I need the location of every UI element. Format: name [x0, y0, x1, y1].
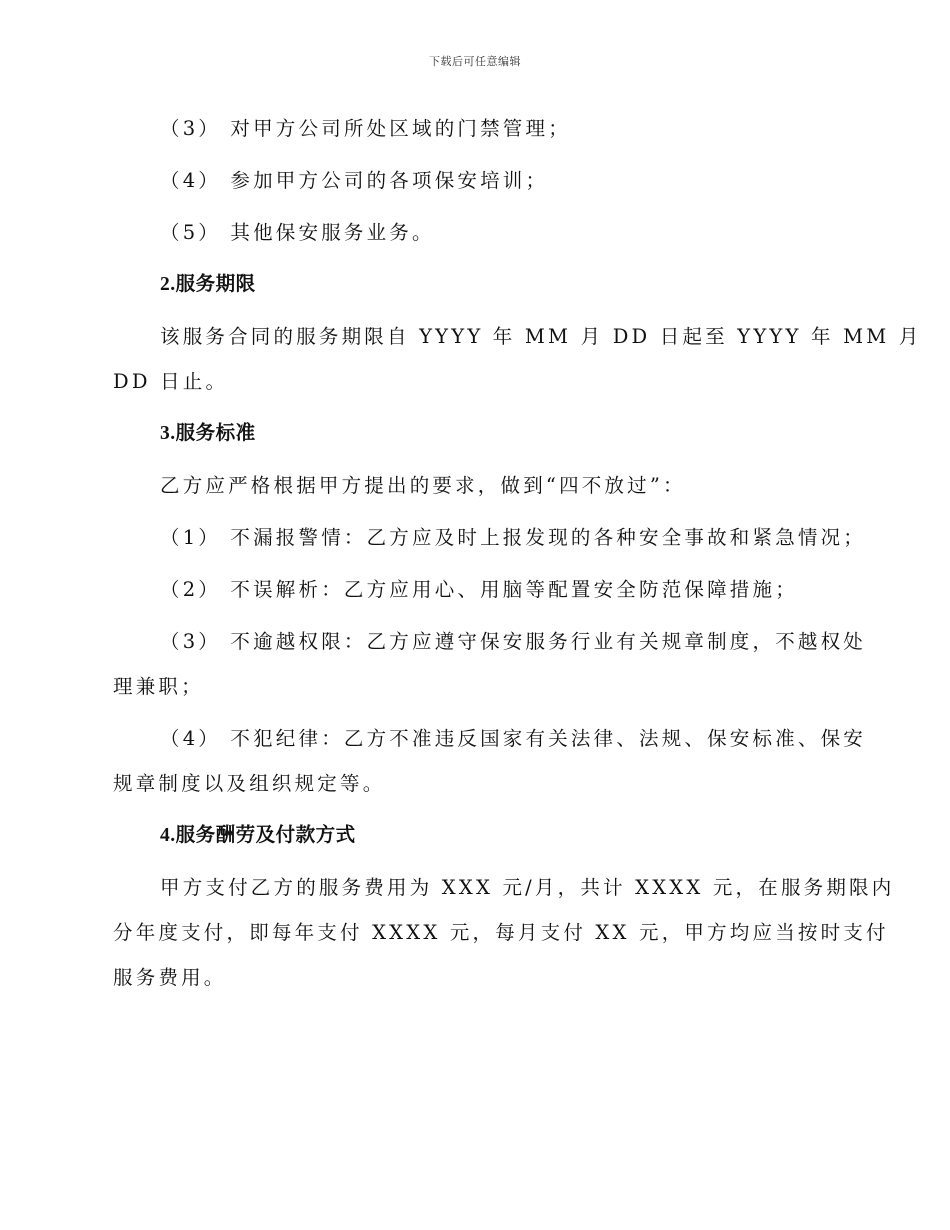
term-text-line-1: 该服务合同的服务期限自 YYYY 年 MM 月 DD 日起至 YYYY 年 MM 月 [160, 325, 922, 348]
payment-text-line-2: 分年度支付，即每年支付 XXXX 元，每月支付 XX 元，甲方均应当按时支付 [113, 921, 889, 944]
page-header: 下载后可任意编辑 [429, 55, 521, 68]
standard-item-4-line-1: （4） 不犯纪律：乙方不准违反国家有关法律、法规、保安标准、保安 [160, 727, 867, 750]
standard-item-2: （2） 不误解析：乙方应用心、用脑等配置安全防范保障措施； [160, 578, 798, 601]
section-heading-payment: 4.服务酬劳及付款方式 [160, 825, 356, 846]
standard-item-4-line-2: 规章制度以及组织规定等。 [113, 772, 386, 795]
service-item-4: （4） 参加甲方公司的各项保安培训； [160, 169, 549, 192]
standard-item-1: （1） 不漏报警情：乙方应及时上报发现的各种安全事故和紧急情况； [160, 526, 867, 549]
standard-item-3-line-2: 理兼职； [113, 675, 204, 698]
standard-item-3-line-1: （3） 不逾越权限：乙方应遵守保安服务行业有关规章制度，不越权处 [160, 630, 867, 653]
service-item-3: （3） 对甲方公司所处区域的门禁管理； [160, 117, 571, 140]
section-heading-term: 2.服务期限 [160, 274, 256, 295]
service-item-5: （5） 其他保安服务业务。 [160, 221, 435, 244]
payment-text-line-1: 甲方支付乙方的服务费用为 XXX 元/月，共计 XXXX 元，在服务期限内 [160, 876, 895, 899]
payment-text-line-3: 服务费用。 [113, 966, 227, 989]
document-body [113, 106, 922, 1000]
term-text-line-2: DD 日止。 [113, 370, 229, 393]
section-heading-standard: 3.服务标准 [160, 423, 256, 444]
standard-intro: 乙方应严格根据甲方提出的要求，做到“四不放过”： [160, 474, 686, 497]
